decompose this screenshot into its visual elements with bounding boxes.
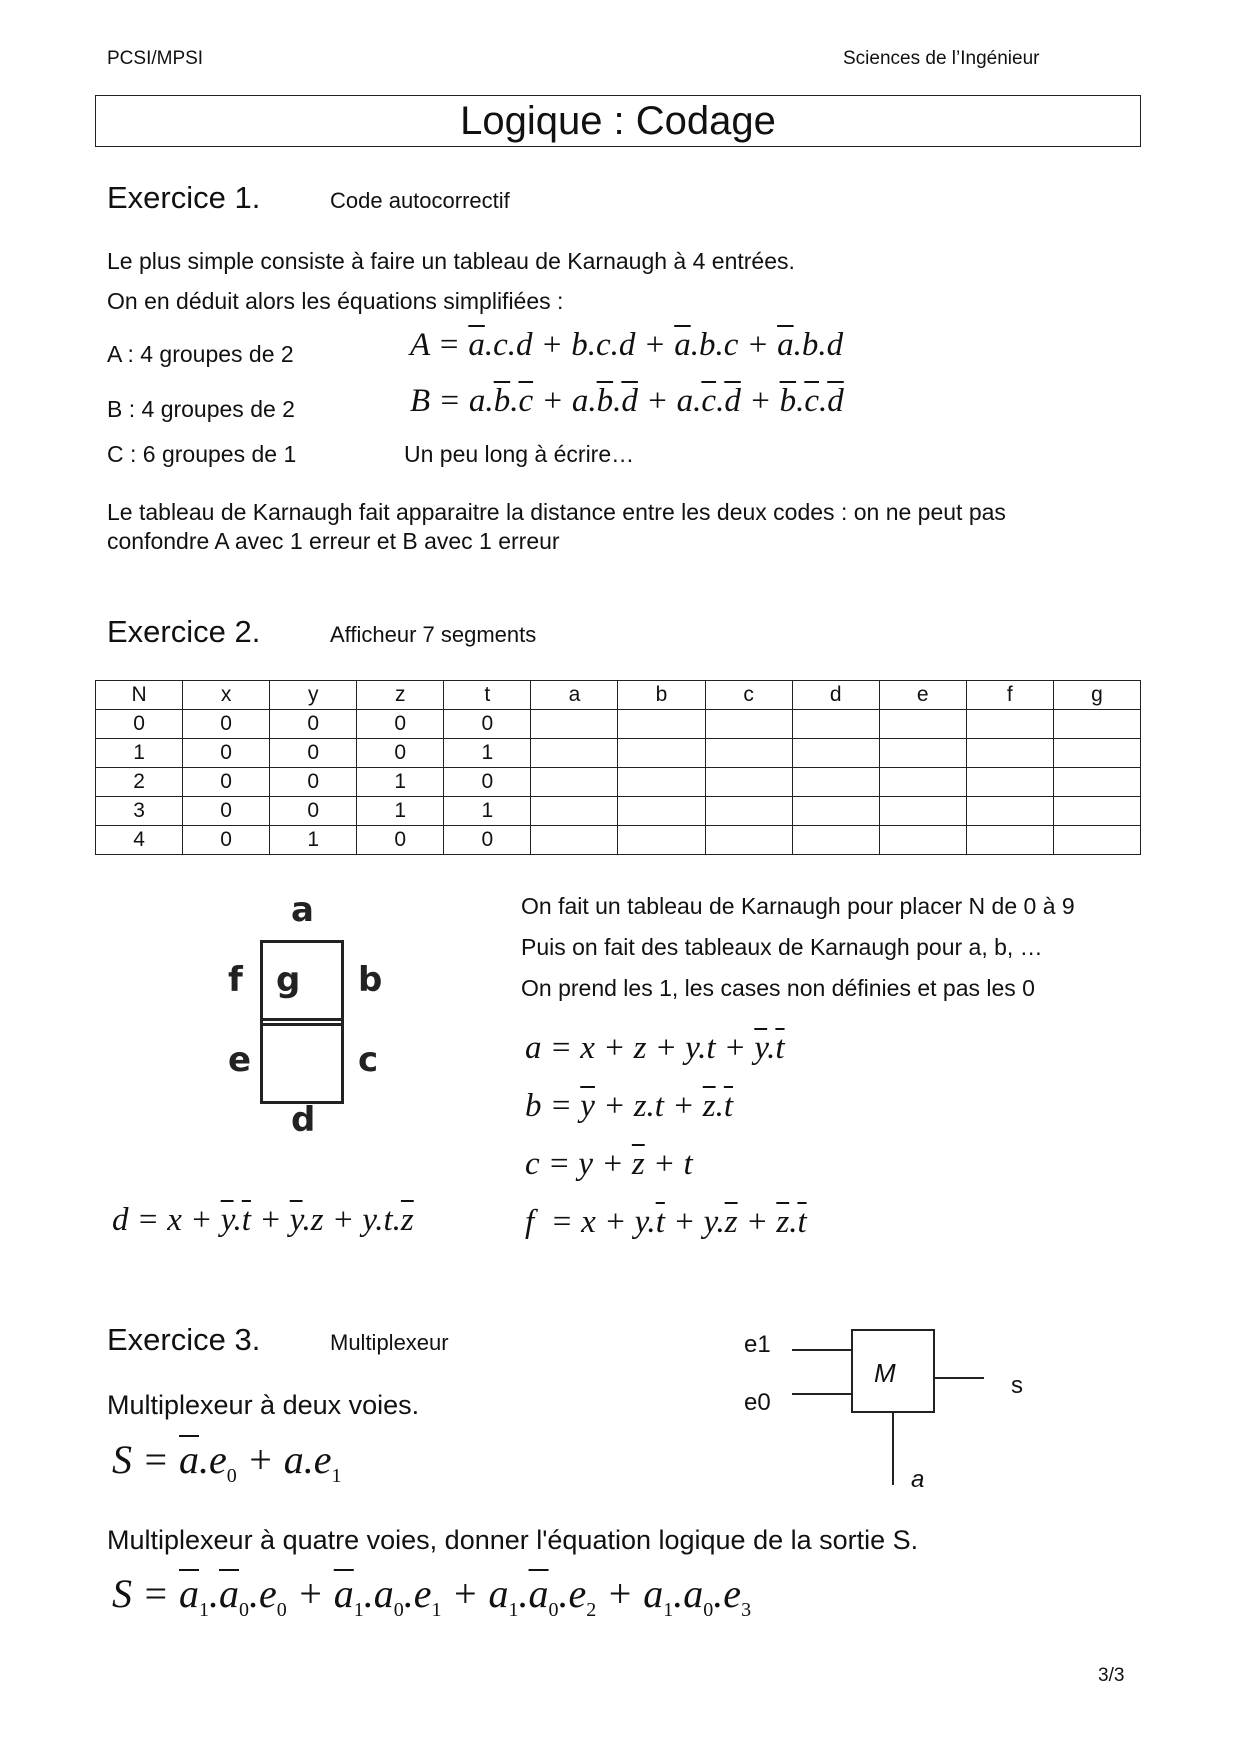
table-cell xyxy=(531,739,618,768)
table-cell xyxy=(792,710,879,739)
table-cell xyxy=(618,768,705,797)
table-cell: 0 xyxy=(183,768,270,797)
table-cell xyxy=(966,739,1053,768)
header-cell: c xyxy=(705,681,792,710)
table-cell: 1 xyxy=(444,739,531,768)
table-cell: 0 xyxy=(183,739,270,768)
segment-label-d: d xyxy=(291,1100,316,1140)
equation-b: $B = a.\overline{b}.\overline{c} + a.\overline{b}.\overline{d} + a.\overline{c}.\overline{d} + \overline{b}.\overline{c}.\overline{d}$ xyxy=(410,383,844,419)
table-cell: 0 xyxy=(270,710,357,739)
table-cell xyxy=(618,826,705,855)
header-cell: z xyxy=(357,681,444,710)
header-right: Sciences de l’Ingénieur xyxy=(843,48,1040,69)
equation-mux2: $S = \overline{a}.e_0 + a.e_1$ xyxy=(112,1437,342,1487)
table-cell xyxy=(792,739,879,768)
table-cell: 3 xyxy=(96,797,183,826)
ex1-conclusion: Le tableau de Karnaugh fait apparaitre la distance entre les deux codes : on ne peut pas confondre A avec 1 erreur et B avec 1 erreur xyxy=(107,499,1006,554)
table-cell xyxy=(792,768,879,797)
table-cell xyxy=(618,710,705,739)
table-cell: 0 xyxy=(183,797,270,826)
mux-input-e0-label: e0 xyxy=(744,1389,771,1416)
table-cell: 0 xyxy=(270,739,357,768)
ex2-heading: Exercice 2. xyxy=(107,614,261,649)
segment-label-e: e xyxy=(228,1040,252,1080)
header-cell: g xyxy=(1053,681,1140,710)
seven-segment-figure xyxy=(220,890,420,1150)
segment-upper-box xyxy=(260,940,344,1026)
table-cell xyxy=(1053,739,1140,768)
table-cell: 0 xyxy=(444,768,531,797)
ex1-c-text: Un peu long à écrire… xyxy=(404,441,635,467)
ex2-note1: On fait un tableau de Karnaugh pour placer N de 0 à 9 xyxy=(521,893,1075,919)
table-row xyxy=(96,768,1141,797)
table-cell: 0 xyxy=(270,797,357,826)
ex1-line2: On en déduit alors les équations simplifiées : xyxy=(107,288,564,314)
table-cell xyxy=(792,826,879,855)
table-cell: 1 xyxy=(357,797,444,826)
equation-mux4: $S = \overline{a}_1.\overline{a}_0.e_0 + \overline{a}_1.a_0.e_1 + a_1.\overline{a}_0.e_2 + a_1.a_0.e_3$ xyxy=(112,1571,752,1621)
table-cell xyxy=(966,797,1053,826)
table-cell: 0 xyxy=(357,826,444,855)
table-cell xyxy=(531,797,618,826)
table-cell: 0 xyxy=(444,826,531,855)
header-cell: t xyxy=(444,681,531,710)
table-cell: 1 xyxy=(96,739,183,768)
table-row xyxy=(96,826,1141,855)
header-cell: f xyxy=(966,681,1053,710)
ex3-heading: Exercice 3. xyxy=(107,1322,261,1357)
table-cell xyxy=(879,826,966,855)
header-cell: e xyxy=(879,681,966,710)
equation-a-seg: $a = x + z + y.t + \overline{y}.\overline{t}$ xyxy=(525,1030,785,1066)
table-cell: 1 xyxy=(444,797,531,826)
equation-c-seg: $c = y + \overline{z} + t$ xyxy=(525,1146,693,1182)
table-cell: 2 xyxy=(96,768,183,797)
header-cell: d xyxy=(792,681,879,710)
table-cell xyxy=(705,797,792,826)
equation-d-seg: $d = x + \overline{y}.\overline{t} + \overline{y}.z + y.t.\overline{z}$ xyxy=(112,1202,414,1238)
table-cell xyxy=(879,768,966,797)
table-cell: 0 xyxy=(444,710,531,739)
table-cell: 0 xyxy=(357,739,444,768)
ex3-four-way: Multiplexeur à quatre voies, donner l'équation logique de la sortie S. xyxy=(107,1525,919,1555)
table-cell xyxy=(1053,826,1140,855)
segment-lower-box xyxy=(260,1018,344,1104)
table-cell xyxy=(531,826,618,855)
table-cell xyxy=(705,739,792,768)
mux-output-label: s xyxy=(1011,1372,1023,1399)
table-cell: 1 xyxy=(357,768,444,797)
table-cell xyxy=(879,797,966,826)
table-cell xyxy=(705,826,792,855)
title-box xyxy=(95,95,1141,147)
ex2-note3: On prend les 1, les cases non définies et pas les 0 xyxy=(521,975,1035,1001)
table-cell: 0 xyxy=(270,768,357,797)
header-left: PCSI/MPSI xyxy=(107,48,204,69)
ex1-subtitle: Code autocorrectif xyxy=(330,188,510,213)
table-cell: 0 xyxy=(183,710,270,739)
segment-label-c: c xyxy=(358,1040,379,1080)
table-cell xyxy=(618,797,705,826)
table-cell xyxy=(531,768,618,797)
table-cell: 1 xyxy=(270,826,357,855)
table-row xyxy=(96,797,1141,826)
table-header-row xyxy=(96,681,1141,710)
table-cell xyxy=(966,710,1053,739)
segment-label-g: g xyxy=(276,960,301,1000)
mux-diagram xyxy=(740,1320,1040,1500)
ex3-two-way: Multiplexeur à deux voies. xyxy=(107,1390,420,1420)
ex1-heading: Exercice 1. xyxy=(107,180,261,215)
table-cell xyxy=(966,826,1053,855)
ex2-note2: Puis on fait des tableaux de Karnaugh pour a, b, … xyxy=(521,934,1043,960)
segment-label-a: a xyxy=(291,890,314,930)
table-cell xyxy=(792,797,879,826)
ex1-line1: Le plus simple consiste à faire un tableau de Karnaugh à 4 entrées. xyxy=(107,248,795,274)
equation-b-seg: $b = \overline{y} + z.t + \overline{z}.\overline{t}$ xyxy=(525,1088,734,1124)
table-row xyxy=(96,710,1141,739)
table-cell xyxy=(1053,710,1140,739)
header-cell: N xyxy=(96,681,183,710)
table-cell xyxy=(879,739,966,768)
table-cell: 0 xyxy=(96,710,183,739)
page-number: 3/3 xyxy=(1098,1665,1125,1686)
mux-input-e1-label: e1 xyxy=(744,1331,771,1358)
ex1-b-label: B : 4 groupes de 2 xyxy=(107,396,295,422)
table-cell xyxy=(705,710,792,739)
ex3-subtitle: Multiplexeur xyxy=(330,1330,449,1355)
segment-label-f: f xyxy=(228,960,243,1000)
header-cell: a xyxy=(531,681,618,710)
page-title: Logique : Codage xyxy=(460,99,776,143)
segment-label-b: b xyxy=(358,960,383,1000)
equation-a: $A = \overline{a}.c.d + b.c.d + \overline{a}.b.c + \overline{a}.b.d$ xyxy=(410,327,844,363)
table-cell xyxy=(618,739,705,768)
ex2-subtitle: Afficheur 7 segments xyxy=(330,622,537,647)
table-cell xyxy=(1053,797,1140,826)
header-cell: b xyxy=(618,681,705,710)
table-cell xyxy=(879,710,966,739)
table-cell xyxy=(1053,768,1140,797)
table-cell xyxy=(966,768,1053,797)
table-row xyxy=(96,739,1141,768)
mux-select-label: a xyxy=(911,1466,925,1493)
ex1-c-label: C : 6 groupes de 1 xyxy=(107,441,297,467)
table-cell xyxy=(531,710,618,739)
header-cell: x xyxy=(183,681,270,710)
truth-table xyxy=(95,680,1141,855)
ex1-a-label: A : 4 groupes de 2 xyxy=(107,341,294,367)
table-cell: 0 xyxy=(357,710,444,739)
equation-f-seg: $f = x + y.\overline{t} + y.\overline{z} + \overline{z}.\overline{t}$ xyxy=(525,1204,807,1240)
header-cell: y xyxy=(270,681,357,710)
mux-block-label: M xyxy=(874,1358,896,1388)
table-cell: 0 xyxy=(183,826,270,855)
table-cell xyxy=(705,768,792,797)
table-cell: 4 xyxy=(96,826,183,855)
